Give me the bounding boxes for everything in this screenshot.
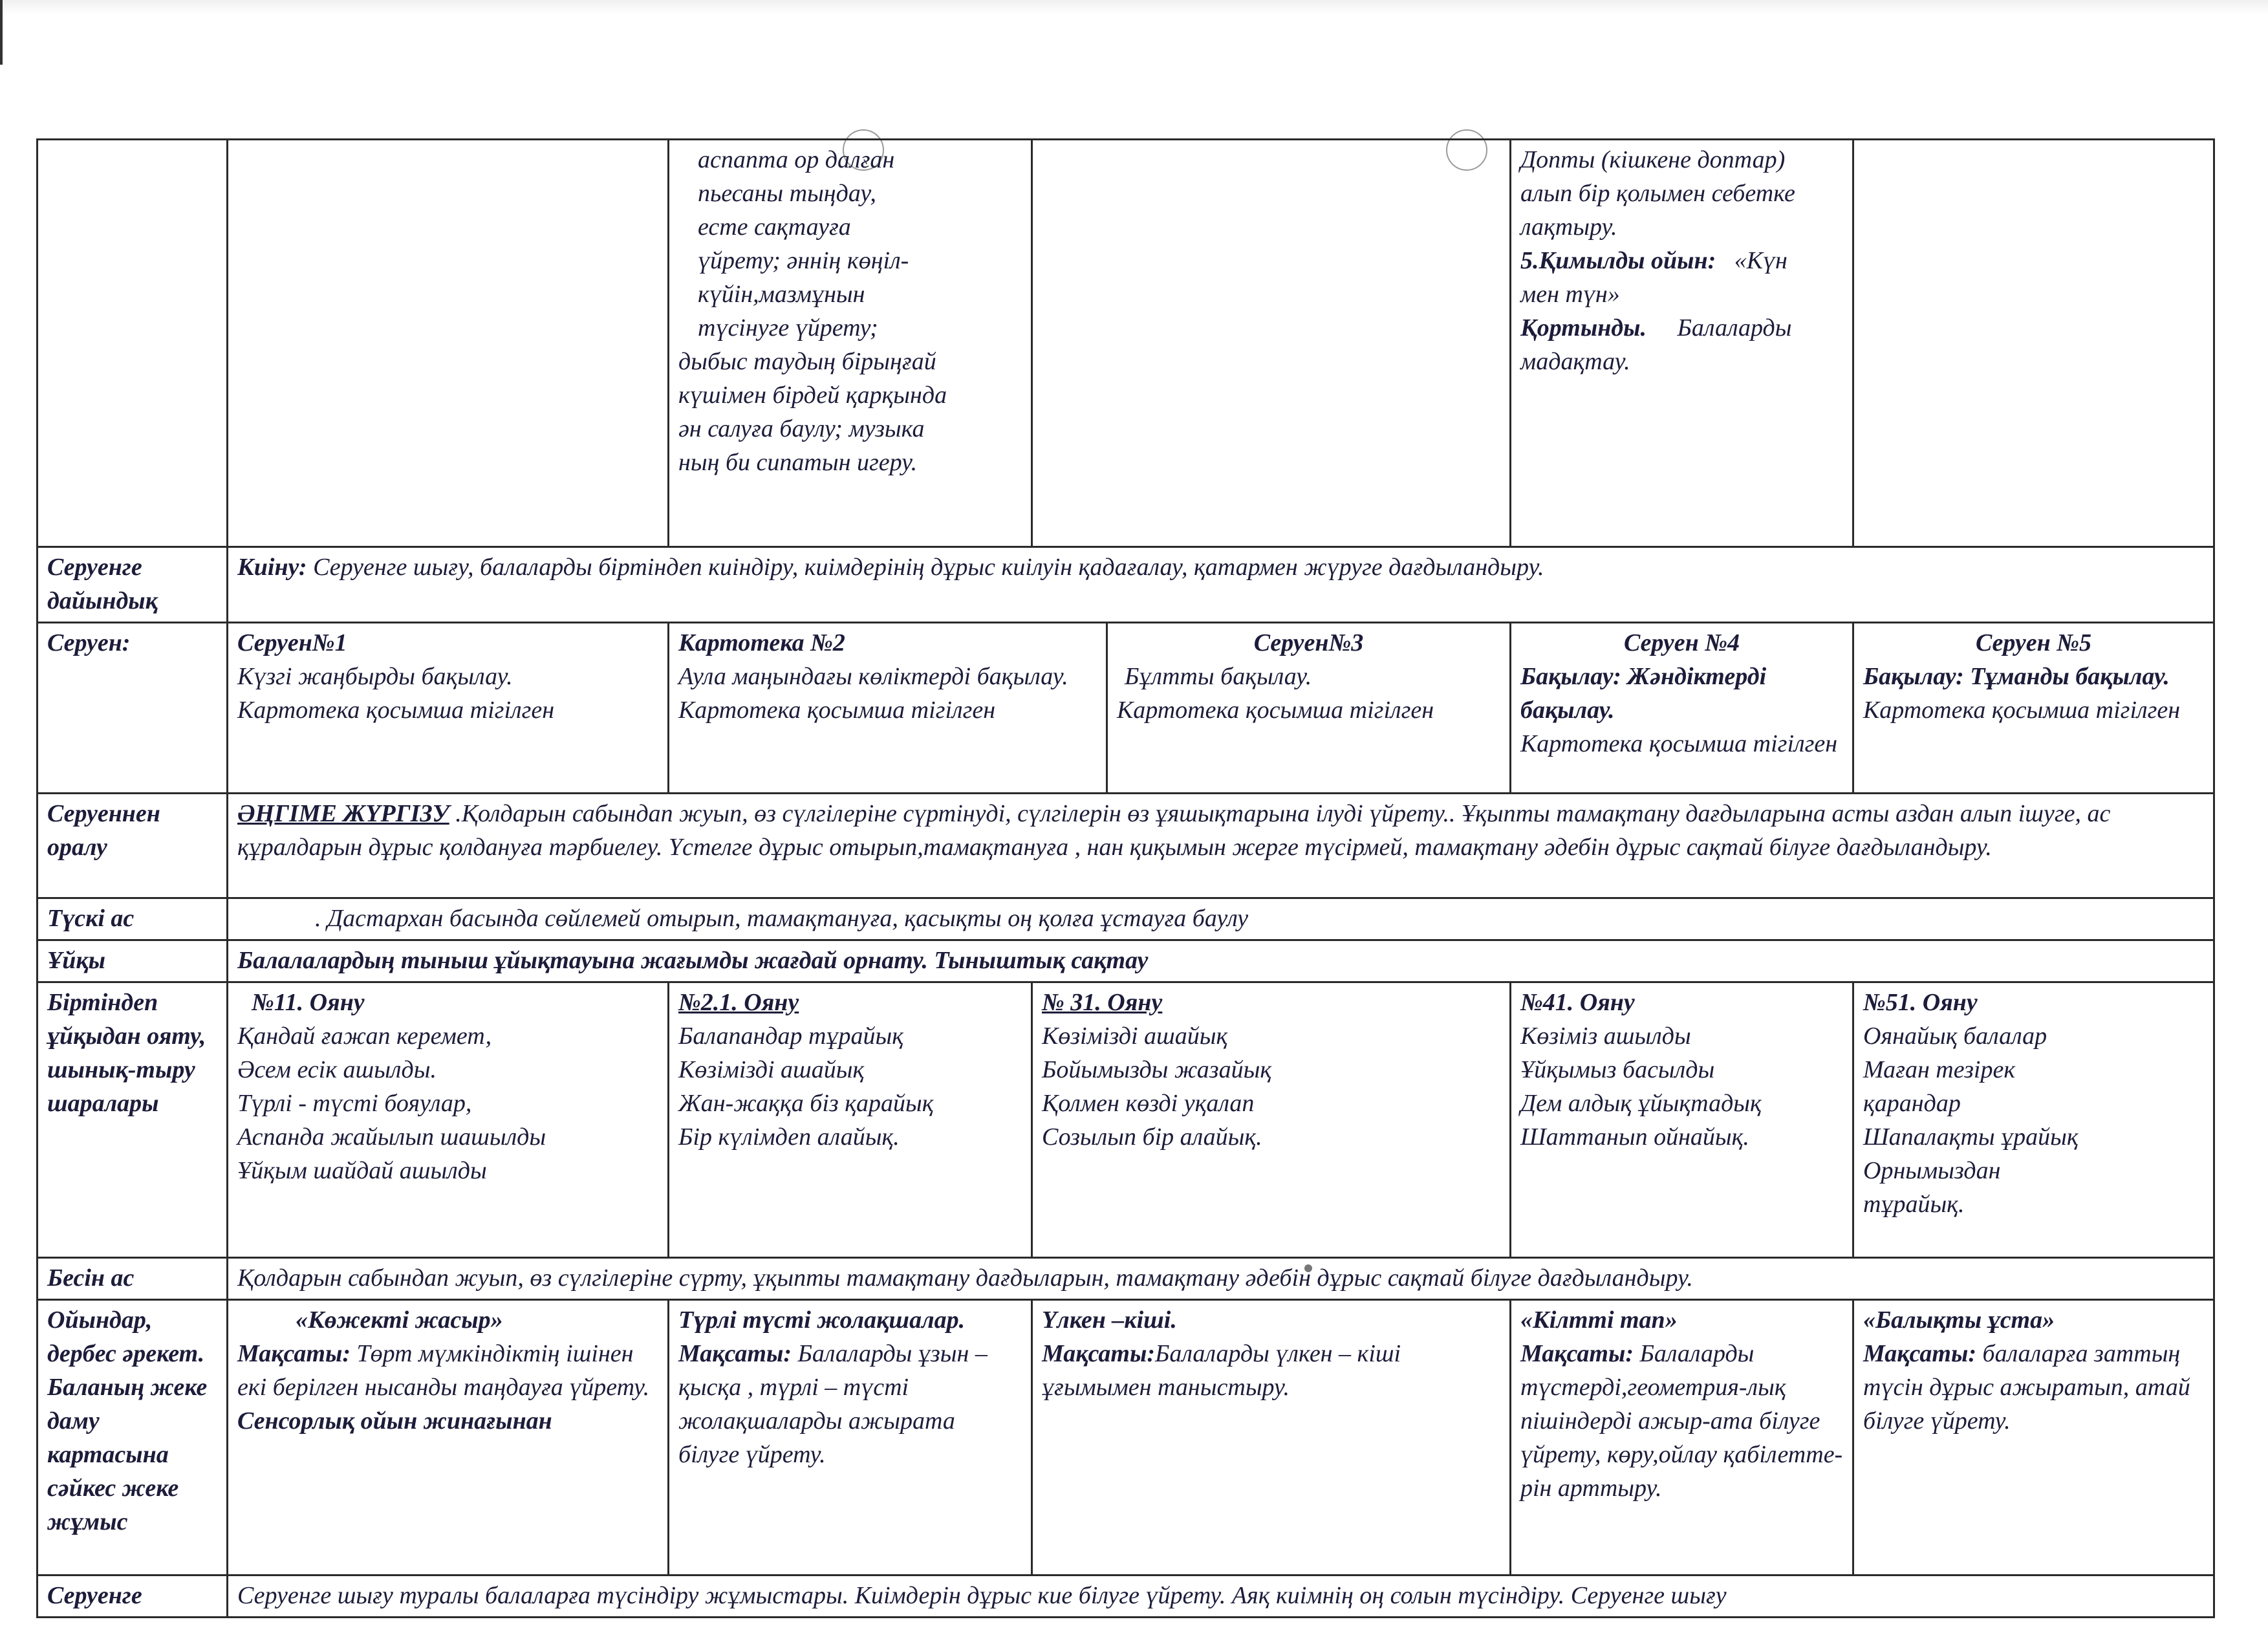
walk-prep2-text: Серуенге шығу туралы балаларға түсіндіру жұмыстары. Киімдерін дұрыс киe білуге үйрету. Аяқ киімнің оң солын түсіндіру. Серуенге шығу bbox=[228, 1575, 2214, 1618]
walk-title: Серуен №4 bbox=[1623, 629, 1740, 656]
wake-cell bbox=[228, 982, 669, 1258]
wake-line: Бойымызды жазайық bbox=[1042, 1056, 1272, 1083]
wake-line: Оянайық балалар bbox=[1863, 1023, 2047, 1050]
game-goal: Балаларды ұзын – қысқа , түрлі – түсті жолақшаларды ажырата білуге үйрету. bbox=[678, 1340, 988, 1468]
walk-cell bbox=[1107, 623, 1511, 794]
walk-body: Күзгі жаңбырды бақылау. bbox=[237, 663, 513, 690]
wake-title: №11. Ояну bbox=[252, 989, 365, 1016]
music-cell bbox=[669, 140, 1032, 547]
wake-line: Қандай ғажап керемет, bbox=[237, 1023, 492, 1050]
goal-label: Мақсаты: bbox=[1863, 1340, 1976, 1367]
game-title: «Балықты ұста» bbox=[1863, 1306, 2055, 1334]
game-name-cont: мен түн» bbox=[1520, 281, 1620, 308]
continuation-row bbox=[38, 140, 2214, 547]
music-line: есте сақтауға bbox=[698, 213, 851, 241]
music-line: түсінуге үйрету; bbox=[698, 314, 878, 341]
wake-title: №41. Ояну bbox=[1520, 989, 1635, 1016]
wake-cell bbox=[669, 982, 1032, 1258]
goal-label: Мақсаты: bbox=[1520, 1340, 1634, 1367]
walk-note: Картотека қосымша тігілген bbox=[1520, 730, 1838, 757]
walk-note: Картотека қосымша тігілген bbox=[237, 697, 555, 724]
walk-note: Картотека қосымша тігілген bbox=[678, 697, 996, 724]
wake-line: Ұйқымыз басылды bbox=[1520, 1056, 1715, 1083]
game-cell bbox=[1511, 1300, 1853, 1575]
return-row bbox=[38, 794, 2214, 898]
music-line: дыбыс таудың бірыңғай bbox=[678, 348, 936, 375]
row-label: Ұйқы bbox=[38, 940, 228, 982]
wake-line: Бір күлімдеп алайық. bbox=[678, 1123, 900, 1151]
walk-body: Аула маңындағы көліктерді бақылау. bbox=[678, 663, 1068, 690]
game-source: Сенсорлық ойын жинағынан bbox=[237, 1407, 552, 1435]
walk-cell bbox=[1511, 623, 1853, 794]
wake-title: №2.1. Ояну bbox=[678, 989, 799, 1016]
wake-cell bbox=[1853, 982, 2214, 1258]
walk-body: Бақылау: Жәндіктерді бақылау. bbox=[1520, 663, 1767, 724]
goal-label: Мақсаты: bbox=[678, 1340, 792, 1367]
wake-line: Көзіміз ашылды bbox=[1520, 1023, 1691, 1050]
game-cell bbox=[1853, 1300, 2214, 1575]
summary-label: Қортынды. bbox=[1520, 314, 1647, 341]
game-cell bbox=[228, 1300, 669, 1575]
walk-body: Бұлтты бақылау. bbox=[1125, 663, 1312, 690]
goal-label: Мақсаты: bbox=[1042, 1340, 1155, 1367]
goal-label: Мақсаты: bbox=[237, 1340, 351, 1367]
games-row bbox=[38, 1300, 2214, 1575]
wake-line: Шапалақты ұрайық bbox=[1863, 1123, 2079, 1151]
row-label: Серуенге дайындық bbox=[38, 547, 228, 623]
dress-text: Серуенге шығу, балаларды біртіндеп киіндіру, киімдерінің дұрыс киілуін қадағалау, қатармен жүруге дағдыландыру. bbox=[313, 554, 1544, 581]
game-goal: Балаларды түстерді,геометрия-лық пішіндерді ажыр-ата білуге үйрету, көру,ойлау қабілетте-рін арттыру. bbox=[1520, 1340, 1843, 1502]
row-label: Серуенге bbox=[38, 1575, 228, 1618]
wake-line: Дем алдық ұйықтадық bbox=[1520, 1090, 1762, 1117]
empty-cell bbox=[38, 140, 228, 547]
walk-note: Картотека қосымша тігілген bbox=[1117, 697, 1434, 724]
summary-text: Балаларды bbox=[1677, 314, 1792, 341]
return-cell bbox=[228, 794, 2214, 898]
wake-line: Түрлі - түсті бояулар, bbox=[237, 1090, 472, 1117]
wake-line: Көзімізді ашайық bbox=[678, 1056, 865, 1083]
walk-cell bbox=[669, 623, 1107, 794]
music-line: үйрету; әннің көңіл- bbox=[698, 247, 909, 274]
wake-line: Шаттанып ойнайық. bbox=[1520, 1123, 1749, 1151]
wake-line: Әсем есік ашылды. bbox=[237, 1056, 437, 1083]
row-label: Бесін ас bbox=[38, 1258, 228, 1300]
scan-left-edge bbox=[0, 0, 3, 65]
game-cell bbox=[669, 1300, 1032, 1575]
row-label: Түскі ас bbox=[38, 898, 228, 940]
pe-line: лақтыру. bbox=[1520, 213, 1617, 241]
return-text: .Қолдарын сабындап жуып, өз сүлгілеріне сүртінуді, сүлгілерін өз ұяшықтарына ілуді үйрету.. Ұқыпты тамақтану дағдыларына асты аздан алып ішуге, ас құралдарын дұрыс қолдануға тәрбиелеу. Үстелге дұрыс отырып,тамақтануға , нан қиқымын жерге түсірмей, тамақтану әдебін дұрыс сақтай білуге дағдыландыру. bbox=[237, 800, 2111, 861]
walk-note: Картотека қосымша тігілген bbox=[1863, 697, 2181, 724]
walk-row bbox=[38, 623, 2214, 794]
empty-cell bbox=[1032, 140, 1511, 547]
game-goal: Балаларды үлкен – кіші ұғымымен таныстыру. bbox=[1042, 1340, 1401, 1401]
walk-title: Серуен№1 bbox=[237, 629, 347, 656]
walk-cell bbox=[228, 623, 669, 794]
walk-prep-row bbox=[38, 547, 2214, 623]
music-line: пьесаны тыңдау, bbox=[698, 180, 876, 207]
pe-line: алып бір қолымен себетке bbox=[1520, 180, 1795, 207]
music-line: аспапта ор далған bbox=[698, 146, 895, 173]
wake-line: Көзімізді ашайық bbox=[1042, 1023, 1228, 1050]
row-label: Біртіндеп ұйқыдан ояту, шынық-тыру шаралары bbox=[38, 982, 228, 1258]
music-line: күшімен бірдей қарқында bbox=[678, 382, 947, 409]
lunch-row bbox=[38, 898, 2214, 940]
wake-line: Ұйқым шайдай ашылды bbox=[237, 1157, 487, 1184]
wake-cell bbox=[1032, 982, 1511, 1258]
wake-cell bbox=[1511, 982, 1853, 1258]
snack-row bbox=[38, 1258, 2214, 1300]
game-title: «Көжекті жасыр» bbox=[296, 1306, 503, 1334]
daily-plan-table bbox=[36, 138, 2215, 1618]
game-title: Түрлі түсті жолақшалар. bbox=[678, 1306, 966, 1334]
return-title: ӘҢГІМЕ ЖҮРГІЗУ bbox=[237, 800, 449, 827]
wake-line: Орнымыздан bbox=[1863, 1157, 2001, 1184]
row-label: Ойындар, дербес әрекет. Баланың жеке даму картасына сәйкес жеке жұмыс bbox=[38, 1300, 228, 1575]
wake-line: Қолмен көзді уқалап bbox=[1042, 1090, 1255, 1117]
pe-line: Допты (кішкене доптар) bbox=[1520, 146, 1786, 173]
wake-line: Балапандар тұрайық bbox=[678, 1023, 903, 1050]
game-cell bbox=[1032, 1300, 1511, 1575]
wake-line: қарандар bbox=[1863, 1090, 1961, 1117]
walk-prep2-row bbox=[38, 1575, 2214, 1618]
wake-line: тұрайық. bbox=[1863, 1191, 1965, 1218]
walk-body: Бақылау: Тұманды бақылау. bbox=[1863, 663, 2170, 690]
snack-text: Қолдарын сабындап жуып, өз сүлгілеріне сүрту, ұқыпты тамақтану дағдыларын, тамақтану әдебін дұрыс сақтай білуге дағдыландыру. bbox=[228, 1258, 2214, 1300]
wake-row bbox=[38, 982, 2214, 1258]
walk-prep-cell bbox=[228, 547, 2214, 623]
sleep-row bbox=[38, 940, 2214, 982]
walk-title: Серуен №5 bbox=[1975, 629, 2092, 656]
game-goal: Төрт мүмкіндіктің ішінен екі берілген нысанды таңдауға үйрету. bbox=[237, 1340, 650, 1401]
walk-cell bbox=[1853, 623, 2214, 794]
music-line: күйін,мазмұнын bbox=[698, 281, 865, 308]
summary-text-cont: мадақтау. bbox=[1520, 348, 1630, 375]
pe-cell bbox=[1511, 140, 1853, 547]
wake-title: № 31. Ояну bbox=[1042, 989, 1163, 1016]
row-label: Серуеннен оралу bbox=[38, 794, 228, 898]
sleep-text: Балалалардың тыныш ұйықтауына жағымды жағдай орнату. Тыныштық сақтау bbox=[228, 940, 2214, 982]
game-name: «Күн bbox=[1734, 247, 1787, 274]
walk-title: Картотека №2 bbox=[678, 629, 845, 656]
lunch-cell bbox=[228, 898, 2214, 940]
wake-title: №51. Ояну bbox=[1863, 989, 1978, 1016]
empty-cell bbox=[1853, 140, 2214, 547]
lunch-text: . Дастархан басында сөйлемей отырып, тамақтануға, қасықты оң қолға ұстауға баулу bbox=[315, 905, 1249, 932]
game-label: 5.Қимылды ойын: bbox=[1520, 247, 1716, 274]
game-goal: балаларға заттың түсін дұрыс ажыратып, атай білуге үйрету. bbox=[1863, 1340, 2190, 1435]
empty-cell bbox=[228, 140, 669, 547]
walk-title: Серуен№3 bbox=[1253, 629, 1364, 656]
row-label: Серуен: bbox=[38, 623, 228, 794]
wake-line: Жан-жаққа біз қарайық bbox=[678, 1090, 934, 1117]
scan-top-shadow bbox=[0, 0, 2268, 14]
dress-label: Киіну: bbox=[237, 554, 307, 581]
game-title: Үлкен –кіші. bbox=[1042, 1306, 1177, 1334]
wake-line: Маған тезірек bbox=[1863, 1056, 2016, 1083]
music-line: ән салуға баулу; музыка bbox=[678, 415, 925, 442]
game-title: «Кілтті тап» bbox=[1520, 1306, 1678, 1334]
wake-line: Аспанда жайылып шашылды bbox=[237, 1123, 546, 1151]
music-line: ның би сипатын игеру. bbox=[678, 449, 918, 476]
wake-line: Созылып бір алайық. bbox=[1042, 1123, 1262, 1151]
